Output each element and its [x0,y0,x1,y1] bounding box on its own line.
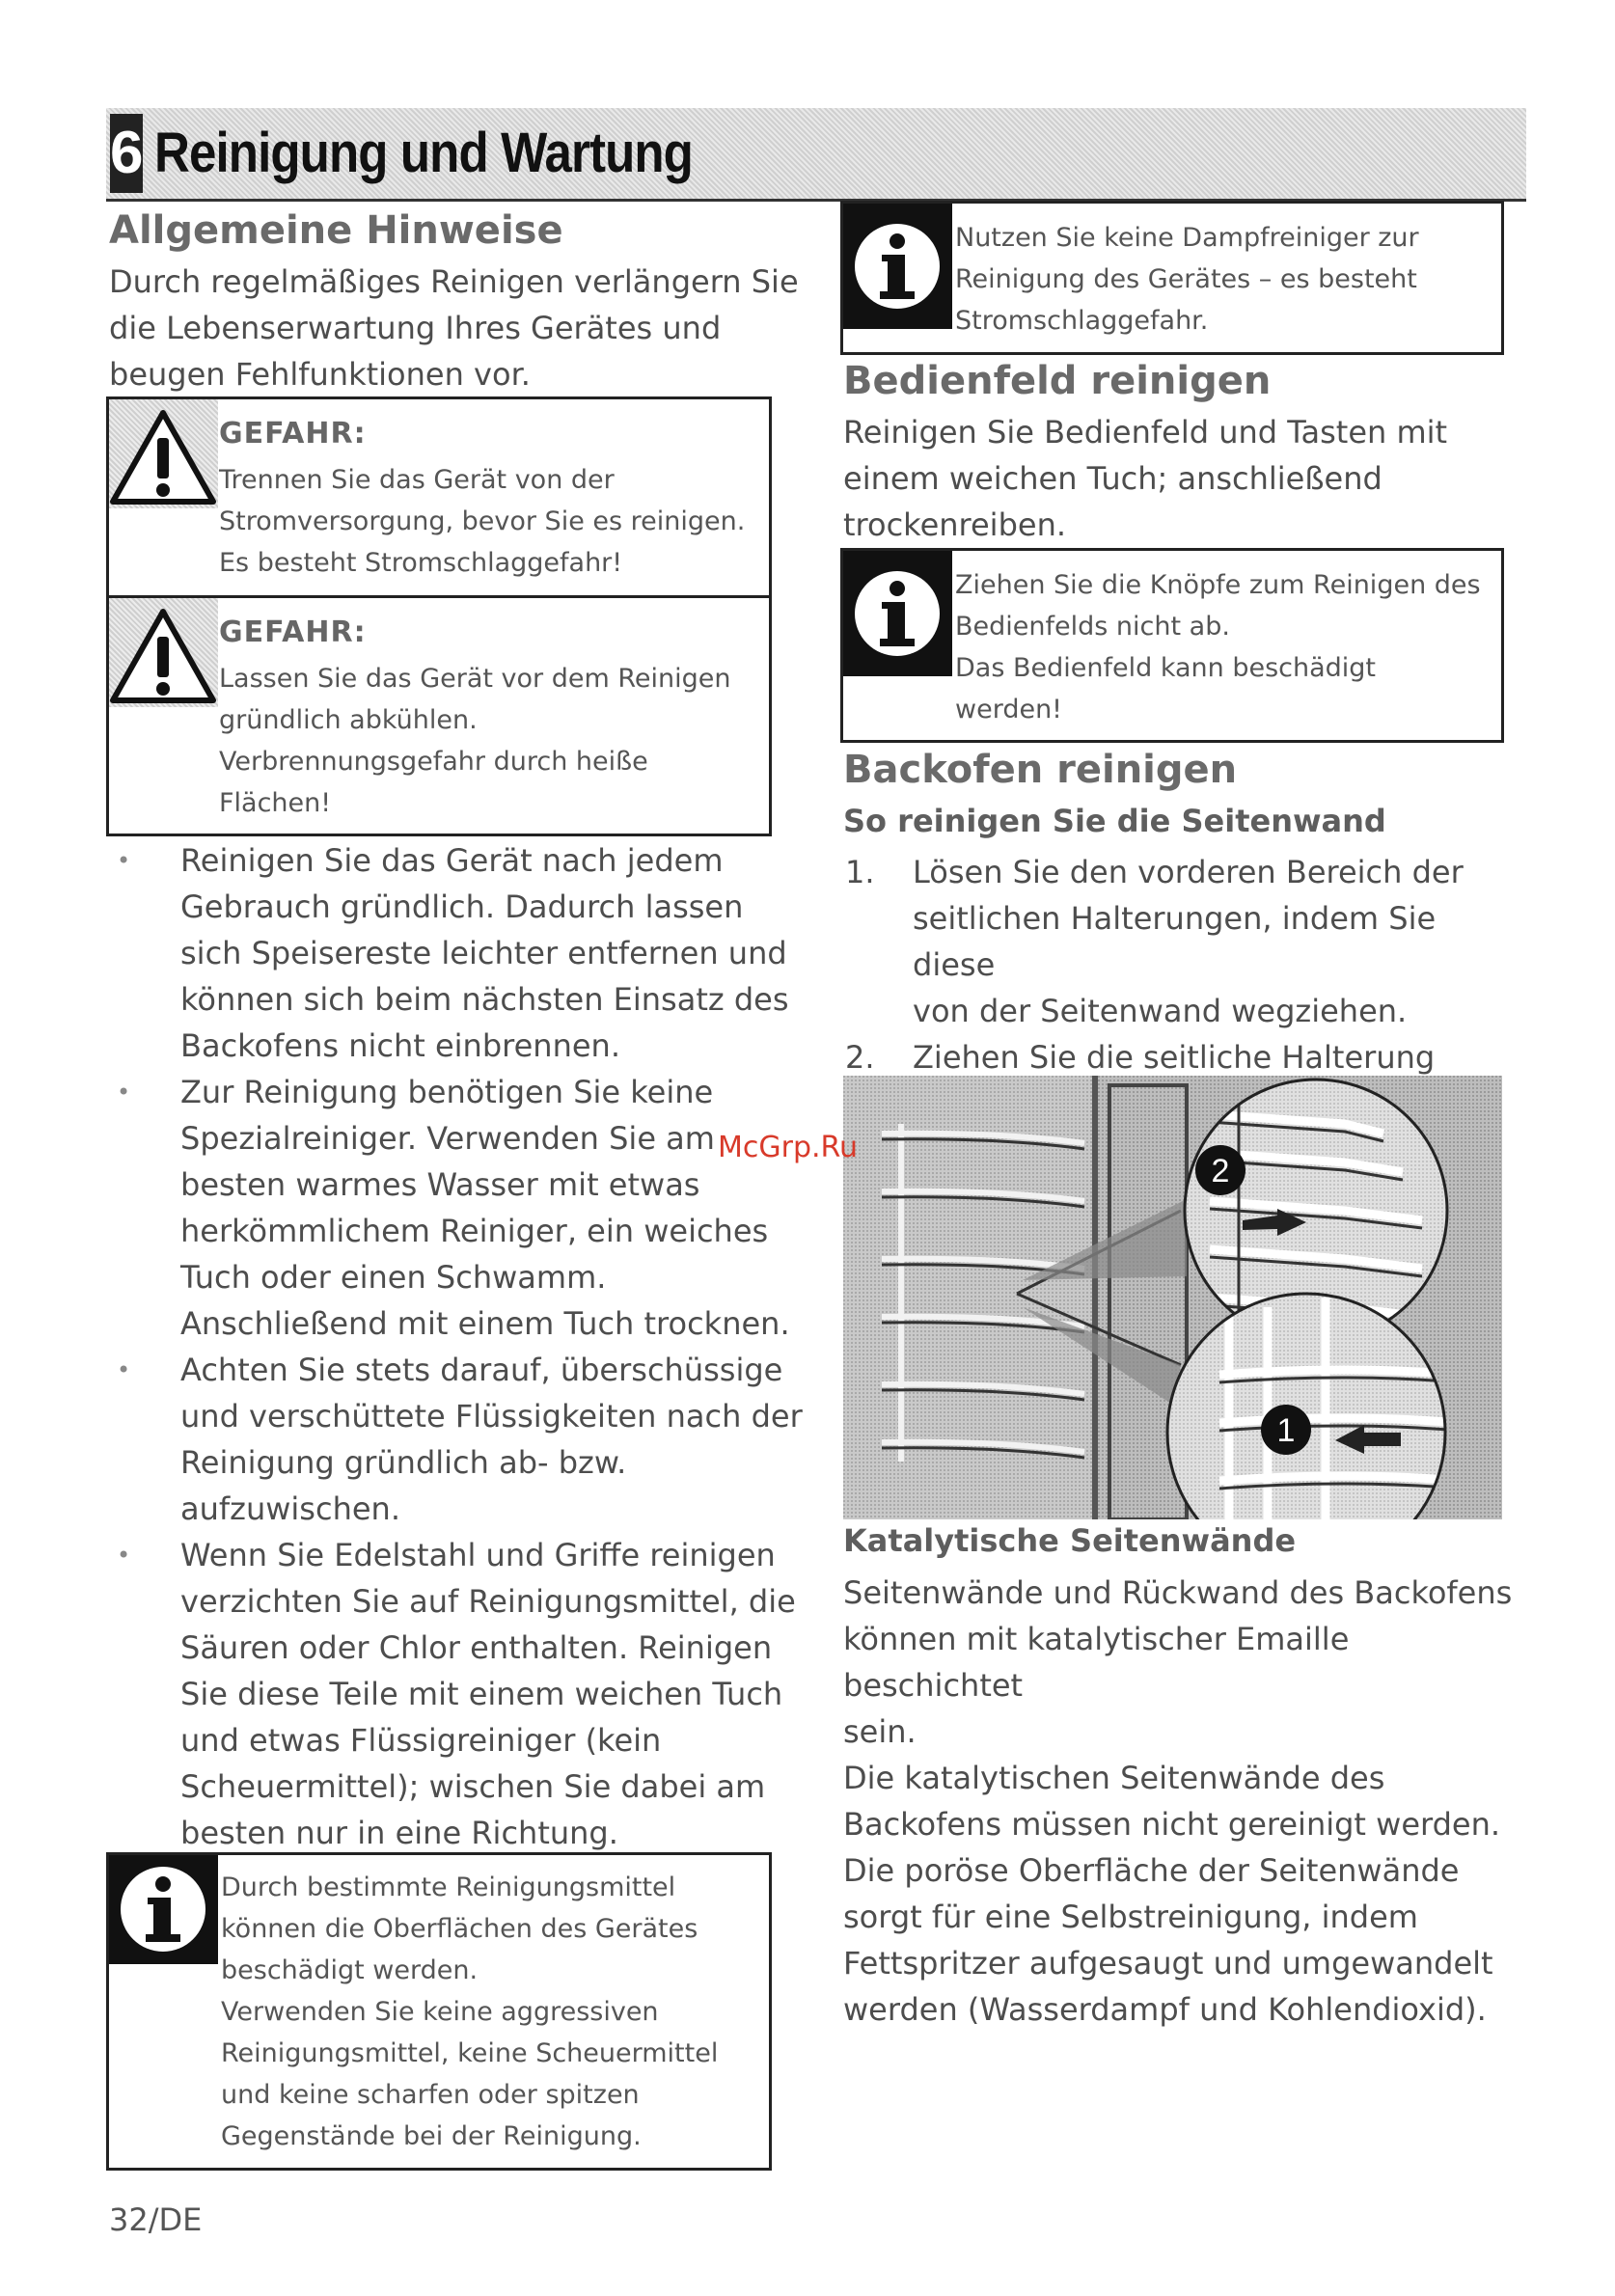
text-line: Lassen Sie das Gerät vor dem Reinigen [219,664,731,694]
info-icon [843,204,952,329]
text-line: trockenreiben. [843,506,1067,543]
text-line: Backofens müssen nicht gereinigt werden. [843,1806,1501,1843]
catalytic-heading: Katalytische Seitenwände [843,1522,1297,1559]
text-line: gründlich abkühlen. [219,705,478,735]
text-line: Sie diese Teile mit einem weichen Tuch [180,1676,783,1712]
text-line: einem weichen Tuch; anschließend [843,460,1382,497]
warning-icon-bg [109,598,218,707]
text-line: Verbrennungsgefahr durch heiße [219,747,648,777]
info-icon [109,1855,218,1964]
text-line: besten nur in eine Richtung. [180,1815,618,1851]
text-line: Reinigungsmittel, keine Scheuermittel [221,2038,719,2068]
text-line: können mit katalytischer Emaille beschichtet [843,1621,1350,1704]
text-line: Es besteht Stromschlaggefahr! [219,548,623,578]
text-line: Lösen Sie den vorderen Bereich der [913,854,1464,890]
catalytic-text [843,1570,1519,2033]
list-item [843,849,1519,1034]
list-item [109,1347,804,1532]
danger-title: GEFAHR: [219,417,367,451]
text-line: und keine scharfen oder spitzen [221,2080,640,2110]
text-line: Reinigung des Gerätes – es besteht [955,264,1417,294]
warning-triangle-icon [109,598,218,707]
sidewall-subheading: So reinigen Sie die Seitenwand [843,803,1386,839]
text-line: Das Bedienfeld kann beschädigt [955,653,1377,683]
warning-triangle-icon [109,399,218,508]
text-line: Gegenstände bei der Reinigung. [221,2121,642,2151]
text-line: • Zur Reinigung benötigen Sie keine [180,1074,714,1110]
text-line: Anschließend mit einem Tuch trocknen. [180,1305,790,1342]
oven-sidewall-illustration [843,1076,1502,1519]
text-line: besten warmes Wasser mit etwas [180,1166,700,1203]
text-line: die Lebenserwartung Ihres Gerätes und [109,310,722,346]
text-line: Stromschlaggefahr. [955,306,1209,336]
general-text [109,259,804,397]
text-line: können sich beim nächsten Einsatz des [180,981,789,1018]
text-line: können die Oberflächen des Gerätes [221,1914,698,1944]
text-line: Reinigen Sie Bedienfeld und Tasten mit [843,414,1448,451]
figure-label-2: 2 [1211,1153,1230,1189]
text-line: Verwenden Sie keine aggressiven [221,1997,659,2027]
info-box [106,1852,772,2171]
text-line: werden (Wasserdampf und Kohlendioxid). [843,1991,1487,2028]
info-icon-bg [109,1855,218,1964]
danger-title: GEFAHR: [219,615,367,649]
figure-label-1: 1 [1276,1412,1296,1449]
text-line: Gebrauch gründlich. Dadurch lassen [180,888,744,925]
text-line: Spezialreiniger. Verwenden Sie am [180,1120,715,1157]
info-text [955,217,1500,342]
step-number: 1. [845,854,875,890]
info-box [840,201,1504,355]
step-number: 2. [845,1039,875,1076]
danger-text [219,658,769,824]
info-icon [843,551,952,676]
list-item [109,1069,804,1347]
text-line: und verschüttete Flüssigkeiten nach der [180,1398,803,1435]
text-line: Tuch oder einen Schwamm. [180,1259,607,1296]
text-line: Stromversorgung, bevor Sie es reinigen. [219,506,746,536]
text-line: beugen Fehlfunktionen vor. [109,356,531,393]
text-line: Scheuermittel); wischen Sie dabei am [180,1768,766,1805]
text-line: Backofens nicht einbrennen. [180,1027,620,1064]
text-line: Flächen! [219,788,332,818]
chapter-title: Reinigung und Wartung [154,122,693,184]
cleaning-tips-list [109,837,804,1856]
oven-heading: Backofen reinigen [843,748,1238,792]
page-number: 32/DE [109,2201,203,2238]
text-line: verzichten Sie auf Reinigungsmittel, die [180,1583,796,1620]
info-text [955,564,1503,730]
text-line: Reinigung gründlich ab- bzw. [180,1444,627,1481]
panel-text [843,409,1509,548]
watermark: McGrp.Ru [718,1131,859,1164]
danger-box [106,396,772,598]
list-item [109,837,804,1069]
text-line: Die katalytischen Seitenwände des [843,1760,1385,1796]
text-line: Die poröse Oberfläche der Seitenwände [843,1852,1460,1889]
text-line: • Achten Sie stets darauf, überschüssige [180,1352,783,1388]
text-line: herkömmlichem Reiniger, ein weiches [180,1213,769,1249]
text-line: Ziehen Sie die seitliche Halterung [913,1039,1436,1076]
text-line: Seitenwände und Rückwand des Backofens [843,1574,1513,1611]
text-line: • Wenn Sie Edelstahl und Griffe reinigen [180,1537,776,1573]
text-line: sorgt für eine Selbstreinigung, indem [843,1899,1418,1935]
text-line: Fettspritzer aufgesaugt und umgewandelt [843,1945,1493,1982]
text-line: seitlichen Halterungen, indem Sie diese [913,900,1437,983]
text-line: sich Speisereste leichter entfernen und [180,935,787,971]
oven-diagram [843,1076,1502,1519]
text-line: Durch bestimmte Reinigungsmittel [221,1872,676,1902]
danger-text [219,459,769,584]
text-line: Trennen Sie das Gerät von der [219,465,615,495]
info-text [221,1867,771,2157]
text-line: Nutzen Sie keine Dampfreiniger zur [955,223,1419,253]
text-line: beschädigt werden. [221,1955,479,1985]
text-line: Ziehen Sie die Knöpfe zum Reinigen des [955,570,1481,600]
danger-box [106,595,772,836]
info-box [840,548,1504,743]
text-line: und etwas Flüssigreiniger (kein [180,1722,662,1759]
text-line: werden! [955,695,1063,724]
info-icon-bg [843,204,952,329]
warning-icon-bg [109,399,218,508]
general-heading: Allgemeine Hinweise [109,208,563,253]
text-line: aufzuwischen. [180,1490,400,1527]
info-icon-bg [843,551,952,676]
text-line: • Reinigen Sie das Gerät nach jedem [180,842,724,879]
list-item [109,1532,804,1856]
text-line: von der Seitenwand wegziehen. [913,993,1408,1029]
text-line: sein. [843,1713,917,1750]
text-line: Säuren oder Chlor enthalten. Reinigen [180,1629,773,1666]
text-line: Durch regelmäßiges Reinigen verlängern Sie [109,263,799,300]
chapter-number: 6 [110,114,143,193]
text-line: Bedienfelds nicht ab. [955,612,1230,642]
panel-heading: Bedienfeld reinigen [843,359,1272,403]
